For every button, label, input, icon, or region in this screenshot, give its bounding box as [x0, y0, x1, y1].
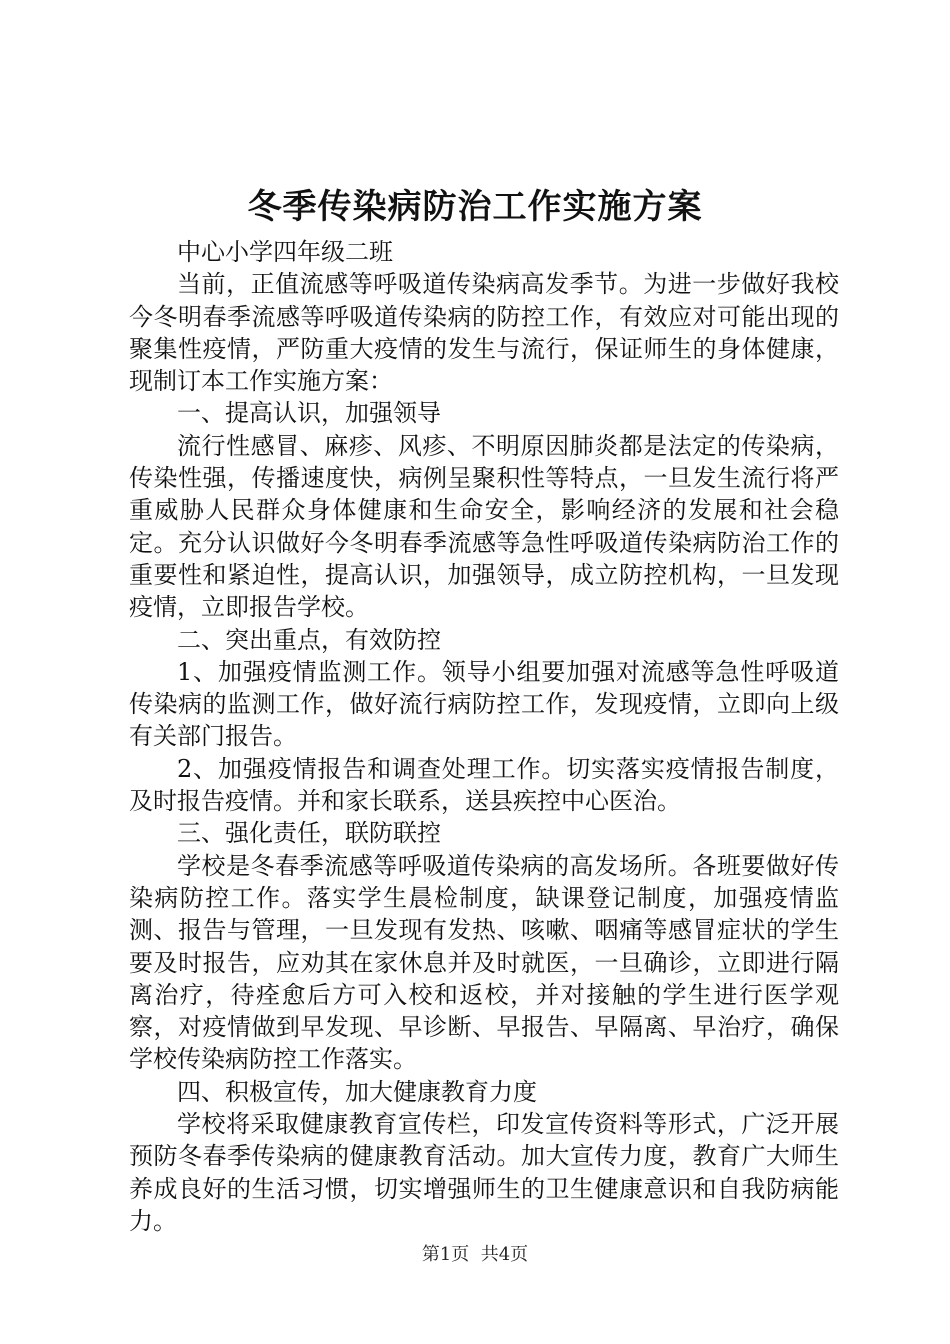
document-subtitle: 中心小学四年级二班: [177, 238, 393, 266]
document-body: [129, 236, 839, 1237]
document-title: 冬季传染病防治工作实施方案: [247, 187, 703, 227]
page-total: 共4页: [480, 1244, 529, 1265]
section-heading-2: 二、突出重点，有效防控: [177, 625, 441, 654]
section-heading-3: 三、强化责任，联防联控: [177, 819, 441, 848]
section-heading-1: 一、提高认识，加强领导: [177, 399, 441, 428]
intro-paragraph: 当前，正值流感等呼吸道传染病高发季节。为进一步做好我校今冬明春季流感等呼吸道传染病的防控工作，有效应对可能出现的聚集性疫情，严防重大疫情的发生与流行，保证师生的身体健康，现制订本工作实施方案：: [129, 270, 839, 396]
section-1-paragraph: 流行性感冒、麻疹、风疹、不明原因肺炎都是法定的传染病，传染性强，传播速度快，病例呈聚积性等特点，一旦发生流行将严重威胁人民群众身体健康和生命安全，影响经济的发展和社会稳定。充分认识做好今冬明春季流感等急性呼吸道传染病防治工作的重要性和紧迫性，提高认识，加强领导，成立防控机构，一旦发现疫情，立即报告学校。: [129, 431, 839, 622]
section-2-item-2: 2、加强疫情报告和调查处理工作。切实落实疫情报告制度，及时报告疫情。并和家长联系，送县疾控中心医治。: [129, 754, 839, 816]
section-2-item-1: 1、加强疫情监测工作。领导小组要加强对流感等急性呼吸道传染病的监测工作，做好流行病防控工作，发现疫情，立即向上级有关部门报告。: [129, 657, 839, 751]
section-heading-4: 四、积极宣传，加大健康教育力度: [177, 1077, 537, 1106]
page-footer: [0, 1243, 950, 1267]
section-4-paragraph: 学校将采取健康教育宣传栏，印发宣传资料等形式，广泛开展预防冬春季传染病的健康教育活动。加大宣传力度，教育广大师生养成良好的生活习惯，切实增强师生的卫生健康意识和自我防病能力。: [129, 1110, 839, 1235]
section-3-paragraph: 学校是冬春季流感等呼吸道传染病的高发场所。各班要做好传染病防控工作。落实学生晨检制度，缺课登记制度，加强疫情监测、报告与管理，一旦发现有发热、咳嗽、咽痛等感冒症状的学生要及时报告，应劝其在家休息并及时就医，一旦确诊，立即进行隔离治疗，待痊愈后方可入校和返校，并对接触的学生进行医学观察，对疫情做到早发现、早诊断、早报告、早隔离、早治疗，确保学校传染病防控工作落实。: [129, 851, 839, 1074]
page-number: 第1页: [421, 1244, 470, 1265]
